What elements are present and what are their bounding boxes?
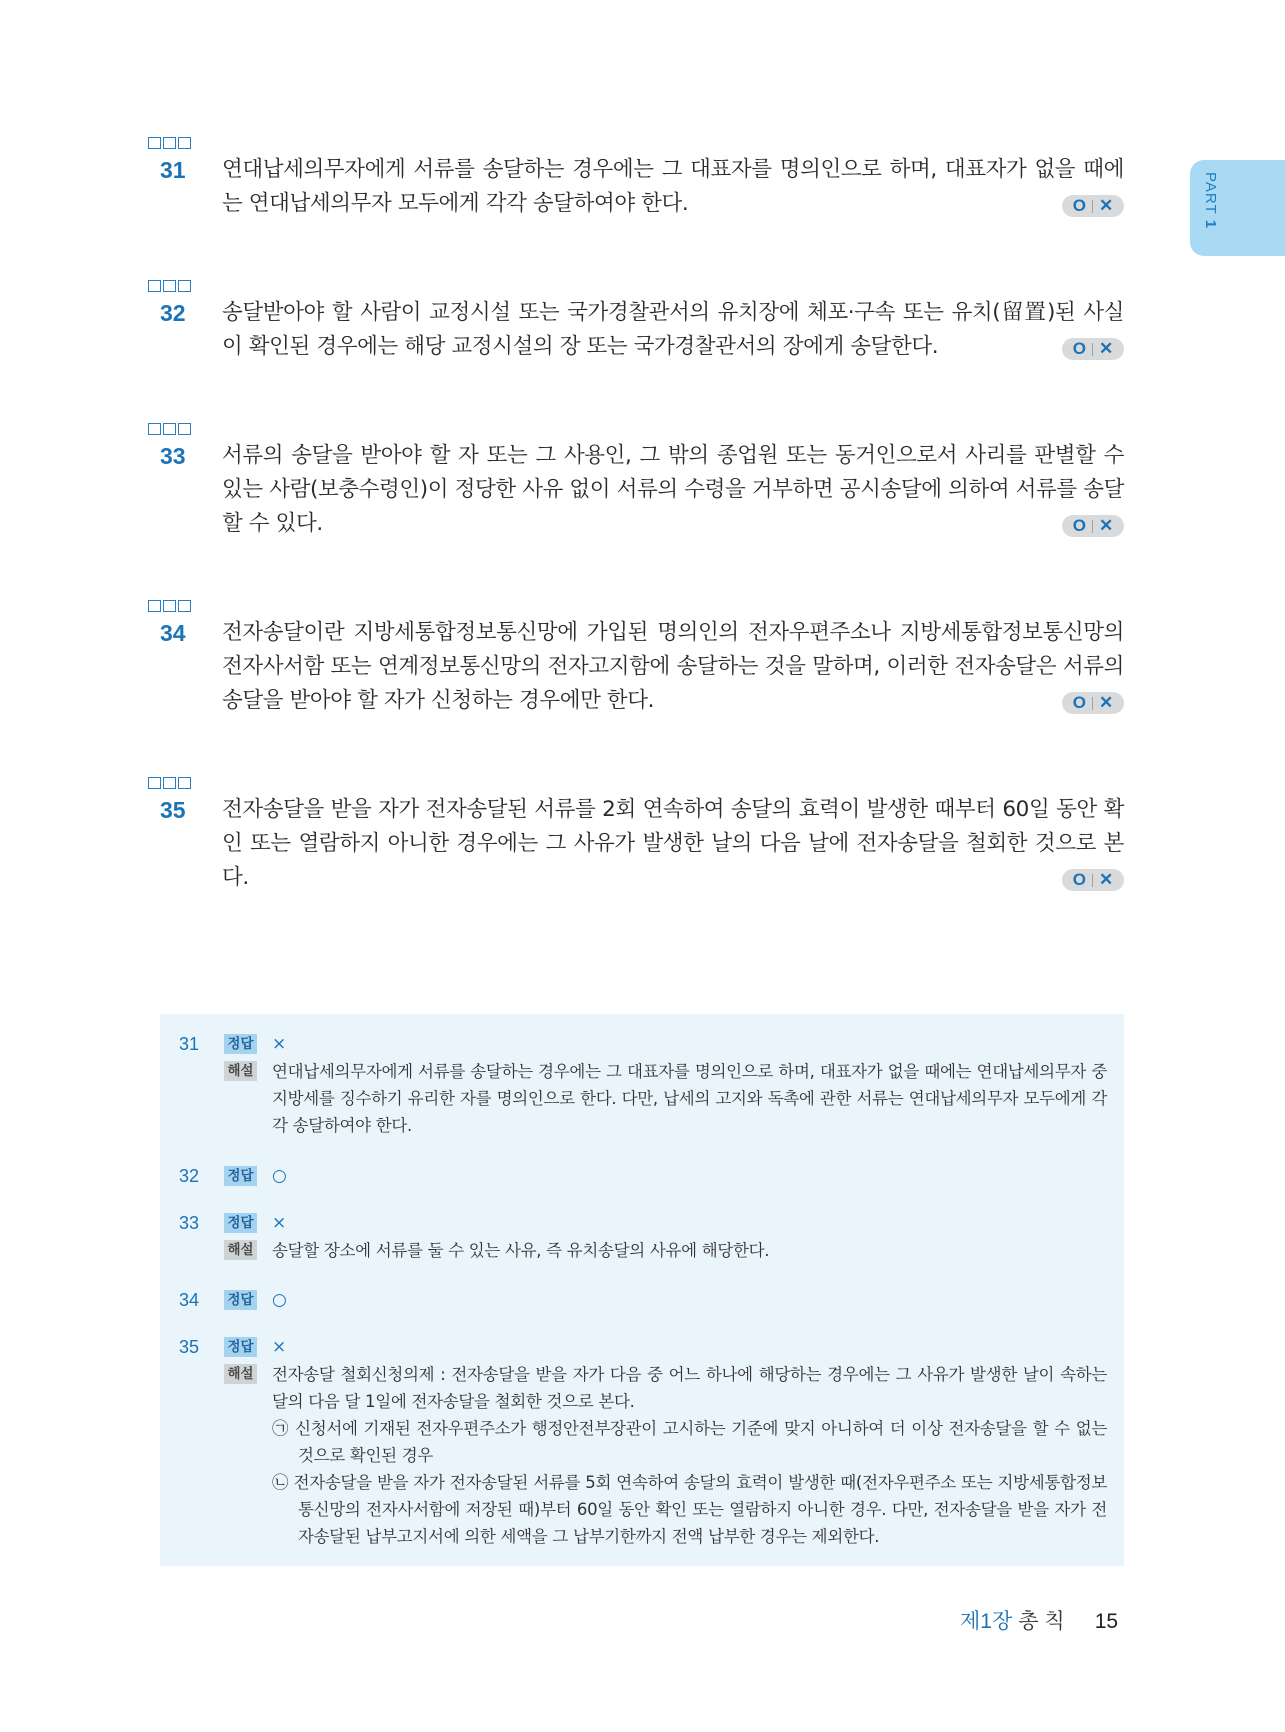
o-mark-icon[interactable]: O <box>1072 196 1086 215</box>
question-32 <box>148 280 1124 370</box>
answer-mark: ○ <box>272 1166 287 1186</box>
question-31 <box>148 137 1124 227</box>
question-number: 33 <box>160 443 186 469</box>
answer-mark: × <box>272 1213 287 1233</box>
explanation-text: 송달할 장소에 서류를 둘 수 있는 사유, 즉 유치송달의 사유에 해당한다. <box>272 1241 770 1260</box>
x-mark-icon[interactable]: ✕ <box>1098 693 1114 712</box>
check-boxes[interactable] <box>148 280 1124 296</box>
explain-tag: 해설 <box>224 1240 257 1260</box>
answer-tag: 정답 <box>224 1034 257 1054</box>
answer-mark: ○ <box>272 1290 287 1310</box>
check-boxes[interactable] <box>148 423 1124 439</box>
explanation-item: ㉠ 신청서에 기재된 전자우편주소가 행정안전부장관이 고시하는 기준에 맞지 아니하여 더 이상 전자송달을 할 수 없는 것으로 확인된 경우 <box>272 1419 1107 1465</box>
question-number: 31 <box>160 157 186 183</box>
explain-tag: 해설 <box>224 1364 257 1384</box>
chapter-label: 제1장 <box>960 1610 1013 1633</box>
question-34 <box>148 600 1124 724</box>
question-33 <box>148 423 1124 547</box>
question-number: 34 <box>160 620 186 646</box>
check-boxes[interactable] <box>148 137 1124 153</box>
answer-number: 35 <box>179 1337 200 1357</box>
question-text: 전자송달이란 지방세통합정보통신망에 가입된 명의인의 전자우편주소나 지방세통합정보통신망의 전자사서함 또는 연계정보통신망의 전자고지함에 송달하는 것을 말하며, 이러한 전자송달은 서류의 송달을 받아야 할 자가 신청하는 경우에만 한다. <box>222 620 1124 713</box>
explain-tag: 해설 <box>224 1061 257 1081</box>
answer-tag: 정답 <box>224 1290 257 1310</box>
question-number: 32 <box>160 300 186 326</box>
ox-toggle[interactable] <box>1062 338 1124 360</box>
question-text: 연대납세의무자에게 서류를 송달하는 경우에는 그 대표자를 명의인으로 하며, 대표자가 없을 때에는 연대납세의무자 모두에게 각각 송달하여야 한다. <box>222 157 1124 216</box>
answer-number: 33 <box>179 1213 200 1233</box>
check-boxes[interactable] <box>148 777 1124 793</box>
o-mark-icon[interactable]: O <box>1072 693 1086 712</box>
page-footer <box>960 1605 1118 1635</box>
question-text: 서류의 송달을 받아야 할 자 또는 그 사용인, 그 밖의 종업원 또는 동거인으로서 사리를 판별할 수 있는 사람(보충수령인)이 정당한 사유 없이 서류의 수령을 거부하면 공시송달에 의하여 서류를 송달할 수 있다. <box>222 443 1124 536</box>
x-mark-icon[interactable]: ✕ <box>1098 870 1114 889</box>
x-mark-icon[interactable]: ✕ <box>1098 516 1114 535</box>
check-boxes[interactable] <box>148 600 1124 616</box>
part-tab[interactable] <box>1190 160 1285 256</box>
x-mark-icon[interactable]: ✕ <box>1098 339 1114 358</box>
ox-toggle[interactable] <box>1062 515 1124 537</box>
o-mark-icon[interactable]: O <box>1072 516 1086 535</box>
question-text: 전자송달을 받을 자가 전자송달된 서류를 2회 연속하여 송달의 효력이 발생한 때부터 60일 동안 확인 또는 열람하지 아니한 경우에는 그 사유가 발생한 날의 다음 날에 전자송달을 철회한 것으로 본다. <box>222 797 1124 890</box>
section-label: 총 칙 <box>1018 1610 1065 1633</box>
answer-number: 34 <box>179 1290 200 1310</box>
explanation-item: ㉡ 전자송달을 받을 자가 전자송달된 서류를 5회 연속하여 송달의 효력이 발생한 때(전자우편주소 또는 지방세통합정보통신망의 전자사서함에 저장된 때)부터 60일 동안 확인 또는 열람하지 아니한 경우. 다만, 전자송달을 받을 자가 전자송달된 납부고지서에 의한 세액을 그 납부기한까지 전액 납부한 경우는 제외한다. <box>272 1473 1107 1546</box>
answer-number: 32 <box>179 1166 200 1186</box>
part-tab-label: PART 1 <box>1202 172 1219 230</box>
answer-tag: 정답 <box>224 1337 257 1357</box>
x-mark-icon[interactable]: ✕ <box>1098 196 1114 215</box>
question-35 <box>148 777 1124 901</box>
question-text: 송달받아야 할 사람이 교정시설 또는 국가경찰관서의 유치장에 체포·구속 또는 유치(留置)된 사실이 확인된 경우에는 해당 교정시설의 장 또는 국가경찰관서의 장에게 송달한다. <box>222 300 1124 359</box>
o-mark-icon[interactable]: O <box>1072 870 1086 889</box>
explanation-text: 전자송달 철회신청의제 : 전자송달을 받을 자가 다음 중 어느 하나에 해당하는 경우에는 그 사유가 발생한 날이 속하는 달의 다음 달 1일에 전자송달을 철회한 것으로 본다. <box>272 1365 1107 1411</box>
answer-panel <box>160 1014 1124 1566</box>
answer-tag: 정답 <box>224 1213 257 1233</box>
ox-toggle[interactable] <box>1062 869 1124 891</box>
answer-mark: × <box>272 1337 287 1357</box>
o-mark-icon[interactable]: O <box>1072 339 1086 358</box>
explanation-text: 연대납세의무자에게 서류를 송달하는 경우에는 그 대표자를 명의인으로 하며, 대표자가 없을 때에는 연대납세의무자 중 지방세를 징수하기 유리한 자를 명의인으로 한다. 다만, 납세의 고지와 독촉에 관한 서류는 연대납세의무자 모두에게 각각 송달하여야 한다. <box>272 1062 1107 1135</box>
answer-tag: 정답 <box>224 1166 257 1186</box>
question-number: 35 <box>160 797 186 823</box>
ox-toggle[interactable] <box>1062 692 1124 714</box>
answer-mark: × <box>272 1034 287 1054</box>
answer-number: 31 <box>179 1034 200 1054</box>
ox-toggle[interactable] <box>1062 195 1124 217</box>
page-number: 15 <box>1094 1610 1119 1633</box>
